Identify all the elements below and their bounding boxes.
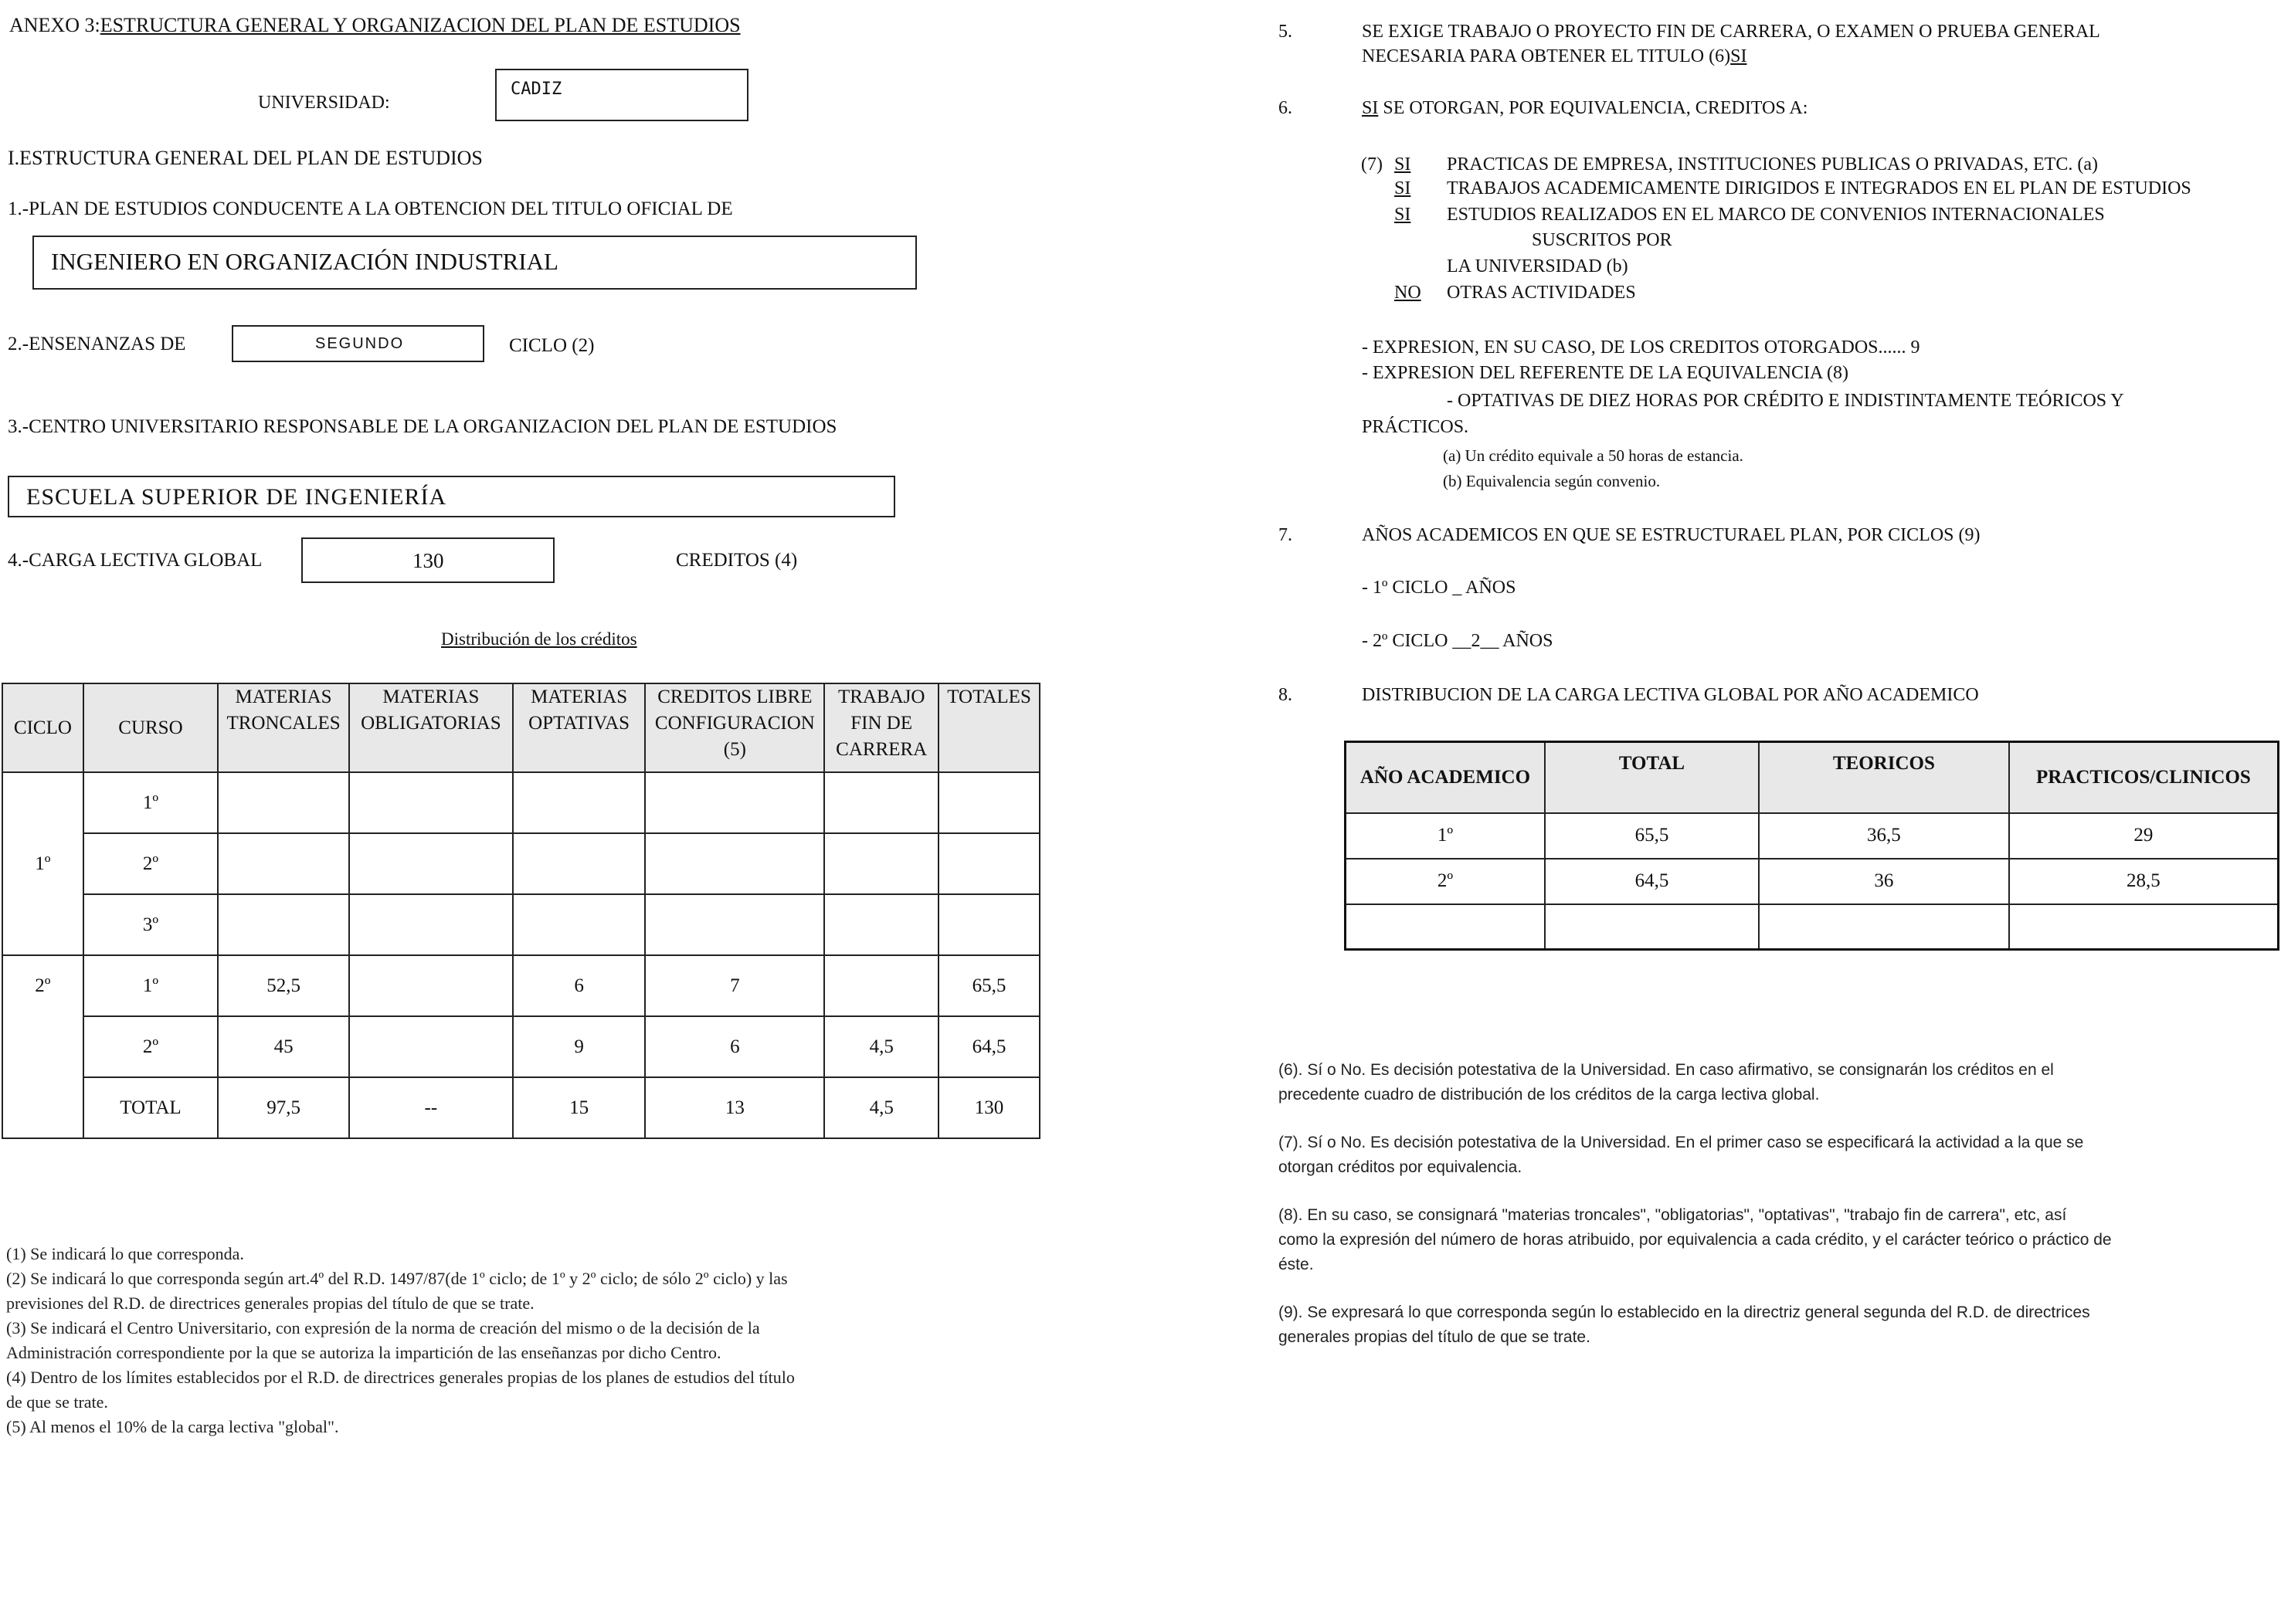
table-cell: 45 xyxy=(218,1016,349,1077)
total-row-label: TOTAL xyxy=(83,1077,218,1138)
item8-text: DISTRIBUCION DE LA CARGA LECTIVA GLOBAL POR AÑO ACADEMICO xyxy=(1362,685,1979,705)
footnote: Administración correspondiente por la que se autoriza la impartición de las enseñanzas por dicho Centro. xyxy=(6,1343,721,1362)
table-cell xyxy=(349,1016,513,1077)
header-trabajo-fin-carrera: TRABAJO FIN DE CARRERA xyxy=(824,683,939,772)
table-cell xyxy=(645,772,824,833)
table-cell xyxy=(939,833,1040,894)
cycle-value: SEGUNDO xyxy=(315,335,405,352)
item6-answer: SI xyxy=(1362,98,1379,118)
item5-number: 5. xyxy=(1278,22,1292,42)
table-cell xyxy=(645,833,824,894)
item7-text: AÑOS ACADEMICOS EN QUE SE ESTRUCTURAEL PLAN, POR CICLOS (9) xyxy=(1362,525,1981,545)
ciclo2-number: 2 xyxy=(1471,631,1481,651)
equiv-text: TRABAJOS ACADEMICAMENTE DIRIGIDOS E INTEGRADOS EN EL PLAN DE ESTUDIOS xyxy=(1447,178,2191,198)
table-cell xyxy=(1346,904,1545,950)
header-teoricos: TEORICOS xyxy=(1759,742,2009,813)
table-cell: 1º xyxy=(83,772,218,833)
table-cell xyxy=(939,894,1040,955)
footnote: previsiones del R.D. de directrices generales propias del título de que se trate. xyxy=(6,1293,535,1313)
table-cell: 1º xyxy=(1346,813,1545,859)
university-label: UNIVERSIDAD: xyxy=(258,93,390,113)
footnote: precedente cuadro de distribución de los créditos de la carga lectiva global. xyxy=(1278,1086,1820,1104)
footnote: éste. xyxy=(1278,1256,1314,1273)
note-a: (a) Un crédito equivale a 50 horas de estancia. xyxy=(1443,446,1743,465)
academic-year-table xyxy=(1344,741,2279,951)
table-cell xyxy=(824,894,939,955)
table-cell xyxy=(513,833,646,894)
distribution-caption: Distribución de los créditos xyxy=(441,629,637,649)
table-cell: 97,5 xyxy=(218,1077,349,1138)
credit-load-value: 130 xyxy=(412,549,444,572)
ciclo2-prefix: - 2º CICLO __ xyxy=(1362,631,1471,651)
footnote: (1) Se indicará lo que corresponda. xyxy=(6,1244,244,1263)
item5-answer: SI xyxy=(1730,46,1747,66)
equiv-text-cont: SUSCRITOS POR xyxy=(1532,230,1672,250)
item6-line xyxy=(1362,98,1807,119)
header-ano-academico: AÑO ACADEMICO xyxy=(1346,742,1545,813)
equiv-flag: SI xyxy=(1394,178,1411,198)
university-field xyxy=(495,69,748,121)
table-cell: 13 xyxy=(645,1077,824,1138)
table-cell: 9 xyxy=(513,1016,646,1077)
footnote: (6). Sí o No. Es decisión potestativa de la Universidad. En caso afirmativo, se consignarán los créditos en el xyxy=(1278,1061,2054,1079)
table-cell: 4,5 xyxy=(824,1077,939,1138)
table-cell xyxy=(218,894,349,955)
table-cell: 15 xyxy=(513,1077,646,1138)
footnote: como la expresión del número de horas atribuido, por equivalencia a cada crédito, y el carácter teórico o práctico de xyxy=(1278,1231,2112,1249)
footnote: (9). Se expresará lo que corresponda según lo establecido en la directriz general segunda del R.D. de directrices xyxy=(1278,1304,2090,1321)
table-cell: 4,5 xyxy=(824,1016,939,1077)
table-cell: 130 xyxy=(939,1077,1040,1138)
item2-label: 2.-ENSENANZAS DE xyxy=(8,334,186,354)
footnote: de que se trate. xyxy=(6,1392,108,1412)
ciclo2-suffix: __ AÑOS xyxy=(1480,631,1553,651)
center-field xyxy=(8,476,895,517)
credit-distribution-table xyxy=(2,683,1040,1139)
table-cell xyxy=(824,955,939,1016)
degree-title-value: INGENIERO EN ORGANIZACIÓN INDUSTRIAL xyxy=(51,248,558,275)
item6-text: SE OTORGAN, POR EQUIVALENCIA, CREDITOS A: xyxy=(1383,98,1808,118)
credit-load-field xyxy=(301,537,555,583)
equiv-text: ESTUDIOS REALIZADOS EN EL MARCO DE CONVENIOS INTERNACIONALES xyxy=(1447,205,2105,225)
table-cell: 6 xyxy=(645,1016,824,1077)
table-cell: 52,5 xyxy=(218,955,349,1016)
right-footnotes xyxy=(1278,1058,2112,1350)
table-cell xyxy=(645,894,824,955)
header-ciclo: CICLO xyxy=(2,683,83,772)
footnote: (7). Sí o No. Es decisión potestativa de la Universidad. En el primer caso se especificará la actividad a la que se xyxy=(1278,1134,2084,1151)
equiv-text: OTRAS ACTIVIDADES xyxy=(1447,283,1636,303)
header-libre-configuracion: CREDITOS LIBRE CONFIGURACION (5) xyxy=(645,683,824,772)
ciclo-1-cell: 1º xyxy=(2,772,83,955)
equivalence-ref-line: - EXPRESION DEL REFERENTE DE LA EQUIVALENCIA (8) xyxy=(1362,363,1848,383)
footnote: (4) Dentro de los límites establecidos por el R.D. de directrices generales propias de los planes de estudios del título xyxy=(6,1368,795,1387)
footnote: otorgan créditos por equivalencia. xyxy=(1278,1158,1522,1176)
table-cell xyxy=(2009,904,2279,950)
credits-granted-line: - EXPRESION, EN SU CASO, DE LOS CREDITOS OTORGADOS...... 9 xyxy=(1362,337,1920,358)
footnote: (8). En su caso, se consignará "materias troncales", "obligatorias", "optativas", "trabajo fin de carrera", etc, así xyxy=(1278,1206,2067,1224)
table-cell: 1º xyxy=(83,955,218,1016)
left-footnotes xyxy=(6,1242,795,1439)
table-cell: 36,5 xyxy=(1759,813,2009,859)
table-cell: 36 xyxy=(1759,859,2009,904)
note-b: (b) Equivalencia según convenio. xyxy=(1443,472,1661,490)
table-cell: 65,5 xyxy=(939,955,1040,1016)
footnote: generales propias del título de que se trate. xyxy=(1278,1328,1590,1346)
cycle-field xyxy=(232,325,484,362)
table-cell xyxy=(824,772,939,833)
header-obligatorias: MATERIAS OBLIGATORIAS xyxy=(349,683,513,772)
center-value: ESCUELA SUPERIOR DE INGENIERÍA xyxy=(26,484,447,510)
table-cell: -- xyxy=(349,1077,513,1138)
annex-prefix: ANEXO 3: xyxy=(9,14,100,36)
table-cell xyxy=(824,833,939,894)
equivalence-detail-line: PRÁCTICOS. xyxy=(1362,417,1469,437)
table-cell xyxy=(218,772,349,833)
header-troncales: MATERIAS TRONCALES xyxy=(218,683,349,772)
item6-number: 6. xyxy=(1278,98,1292,118)
table-cell xyxy=(349,772,513,833)
item5-line1: SE EXIGE TRABAJO O PROYECTO FIN DE CARRERA, O EXAMEN O PRUEBA GENERAL xyxy=(1362,22,2100,42)
header-practicos: PRACTICOS/CLINICOS xyxy=(2009,742,2279,813)
equiv-flag: SI xyxy=(1394,205,1411,225)
item1-label: 1.-PLAN DE ESTUDIOS CONDUCENTE A LA OBTENCION DEL TITULO OFICIAL DE xyxy=(8,198,733,219)
item5-line2-text: NECESARIA PARA OBTENER EL TITULO (6) xyxy=(1362,46,1731,66)
header-optativas: MATERIAS OPTATIVAS xyxy=(513,683,646,772)
equiv-prefix: (7) xyxy=(1361,154,1383,175)
degree-title-field xyxy=(32,236,917,290)
equiv-text: PRACTICAS DE EMPRESA, INSTITUCIONES PUBLICAS O PRIVADAS, ETC. (a) xyxy=(1447,154,2098,175)
ciclo-2-cell: 2º xyxy=(2,955,83,1138)
table-cell: 64,5 xyxy=(939,1016,1040,1077)
equiv-flag: NO xyxy=(1394,283,1421,303)
table-cell: 29 xyxy=(2009,813,2279,859)
ciclo1-years: - 1º CICLO _ AÑOS xyxy=(1362,578,1516,598)
item5-line2 xyxy=(1362,46,1746,67)
table-cell: 3º xyxy=(83,894,218,955)
equivalence-detail-line: - OPTATIVAS DE DIEZ HORAS POR CRÉDITO E INDISTINTAMENTE TEÓRICOS Y xyxy=(1447,391,2124,411)
equiv-flag: SI xyxy=(1394,154,1411,175)
item7-number: 7. xyxy=(1278,525,1292,545)
table-cell: 65,5 xyxy=(1545,813,1759,859)
equiv-text-cont: LA UNIVERSIDAD (b) xyxy=(1447,256,1628,276)
table-cell: 2º xyxy=(83,833,218,894)
ciclo2-years xyxy=(1362,631,1553,652)
annex-title: ESTRUCTURA GENERAL Y ORGANIZACION DEL PLAN DE ESTUDIOS xyxy=(100,14,741,36)
university-value: CADIZ xyxy=(511,80,562,99)
table-cell xyxy=(349,955,513,1016)
item4-suffix: CREDITOS (4) xyxy=(676,550,798,571)
annex-heading xyxy=(9,14,741,37)
item8-number: 8. xyxy=(1278,685,1292,705)
table-cell xyxy=(349,833,513,894)
table-cell xyxy=(1759,904,2009,950)
header-curso: CURSO xyxy=(83,683,218,772)
table-cell xyxy=(349,894,513,955)
table-cell: 28,5 xyxy=(2009,859,2279,904)
table-cell: 2º xyxy=(83,1016,218,1077)
table-cell xyxy=(218,833,349,894)
item2-suffix: CICLO (2) xyxy=(509,335,595,356)
table-cell xyxy=(939,772,1040,833)
table-cell xyxy=(1545,904,1759,950)
footnote: (5) Al menos el 10% de la carga lectiva "global". xyxy=(6,1417,339,1436)
table-cell: 64,5 xyxy=(1545,859,1759,904)
table-cell: 7 xyxy=(645,955,824,1016)
table-cell xyxy=(513,772,646,833)
table-cell: 6 xyxy=(513,955,646,1016)
header-total: TOTAL xyxy=(1545,742,1759,813)
section-i-heading: I.ESTRUCTURA GENERAL DEL PLAN DE ESTUDIOS xyxy=(8,147,483,169)
header-totales: TOTALES xyxy=(939,683,1040,772)
table-cell xyxy=(513,894,646,955)
footnote: (2) Se indicará lo que corresponda según art.4º del R.D. 1497/87(de 1º ciclo; de 1º y 2º ciclo; de sólo 2º ciclo) y las xyxy=(6,1269,788,1288)
table-cell: 2º xyxy=(1346,859,1545,904)
item3-label: 3.-CENTRO UNIVERSITARIO RESPONSABLE DE LA ORGANIZACION DEL PLAN DE ESTUDIOS xyxy=(8,416,837,437)
item4-label: 4.-CARGA LECTIVA GLOBAL xyxy=(8,550,263,571)
footnote: (3) Se indicará el Centro Universitario, con expresión de la norma de creación del mismo o de la decisión de la xyxy=(6,1318,760,1338)
